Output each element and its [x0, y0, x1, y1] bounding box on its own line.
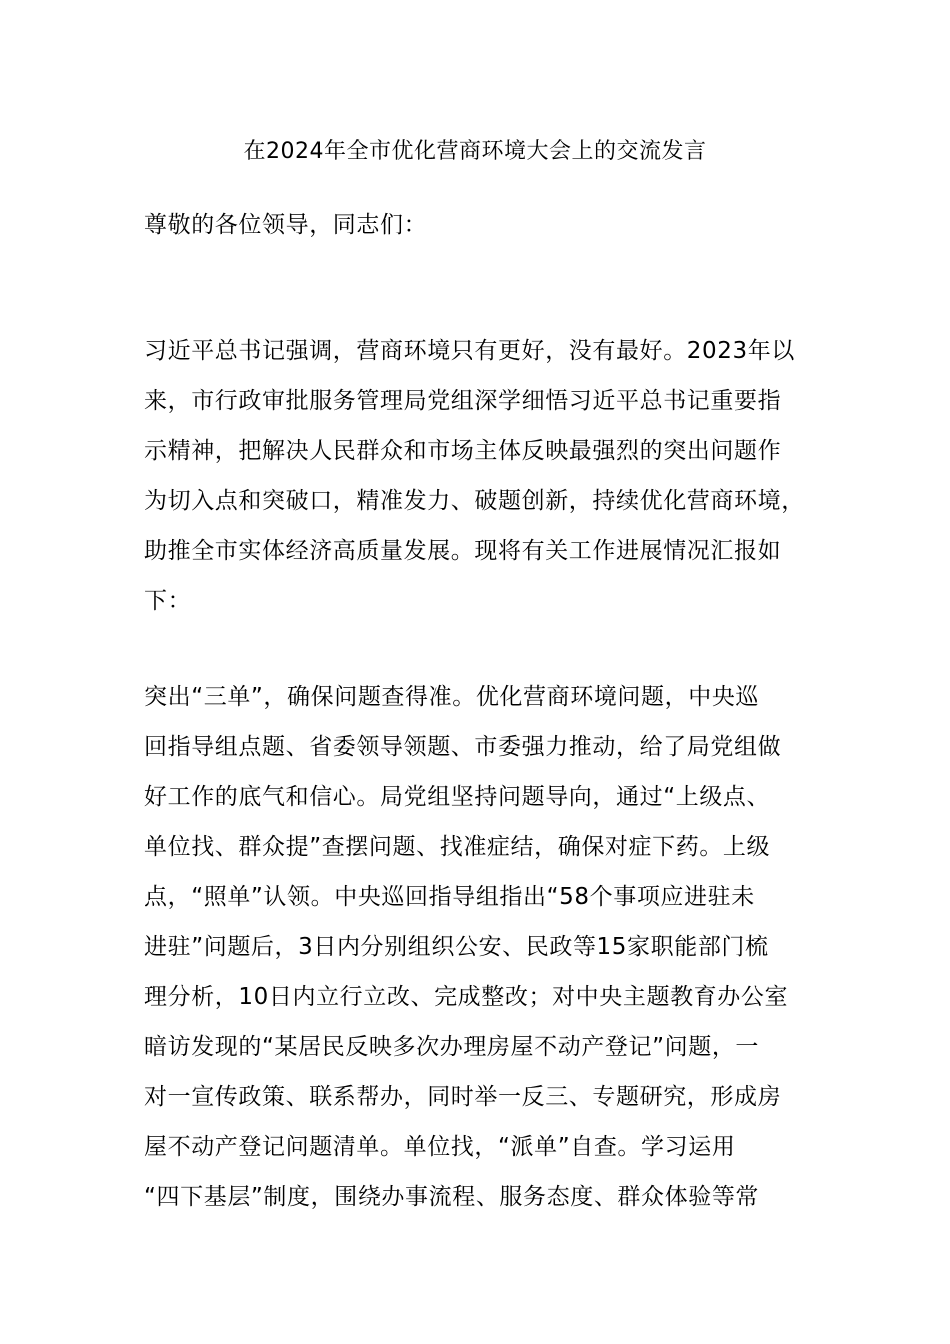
paragraph-2-line: 好工作的底气和信心。局党组坚持问题导向，通过“上级点、: [144, 784, 771, 810]
paragraph-1-line: 为切入点和突破口，精准发力、破题创新，持续优化营商环境，: [144, 488, 805, 514]
paragraph-2-line: 理分析，10日内立行立改、完成整改；对中央主题教育办公室: [144, 984, 789, 1010]
document-title: 在2024年全市优化营商环境大会上的交流发言: [243, 139, 707, 164]
paragraph-2-line: 突出“三单”，确保问题查得准。优化营商环境问题，中央巡: [144, 684, 760, 710]
paragraph-2-line: 单位找、群众提”查摆问题、找准症结，确保对症下药。上级: [144, 834, 771, 860]
paragraph-2-line: 回指导组点题、省委领导领题、市委强力推动，给了局党组做: [144, 734, 782, 760]
greeting: 尊敬的各位领导，同志们：: [144, 212, 428, 238]
paragraph-2-line: 暗访发现的“某居民反映多次办理房屋不动产登记”问题，一: [144, 1034, 760, 1060]
paragraph-1-line: 下：: [144, 588, 192, 614]
paragraph-2-line: 屋不动产登记问题清单。单位找，“派单”自查。学习运用: [144, 1134, 736, 1160]
paragraph-2-line: 进驻”问题后，3日内分别组织公安、民政等15家职能部门梳: [144, 934, 769, 960]
paragraph-1-line: 习近平总书记强调，营商环境只有更好，没有最好。2023年以: [144, 338, 795, 364]
paragraph-1-line: 示精神，把解决人民群众和市场主体反映最强烈的突出问题作: [144, 438, 782, 464]
paragraph-2-line: “四下基层”制度，围绕办事流程、服务态度、群众体验等常: [144, 1184, 760, 1210]
paragraph-1-line: 来，市行政审批服务管理局党组深学细悟习近平总书记重要指: [144, 388, 782, 414]
paragraph-2-line: 点，“照单”认领。中央巡回指导组指出“58个事项应进驻未: [144, 884, 755, 910]
paragraph-1-line: 助推全市实体经济高质量发展。现将有关工作进展情况汇报如: [144, 538, 782, 564]
paragraph-2-line: 对一宣传政策、联系帮办，同时举一反三、专题研究，形成房: [144, 1084, 782, 1110]
